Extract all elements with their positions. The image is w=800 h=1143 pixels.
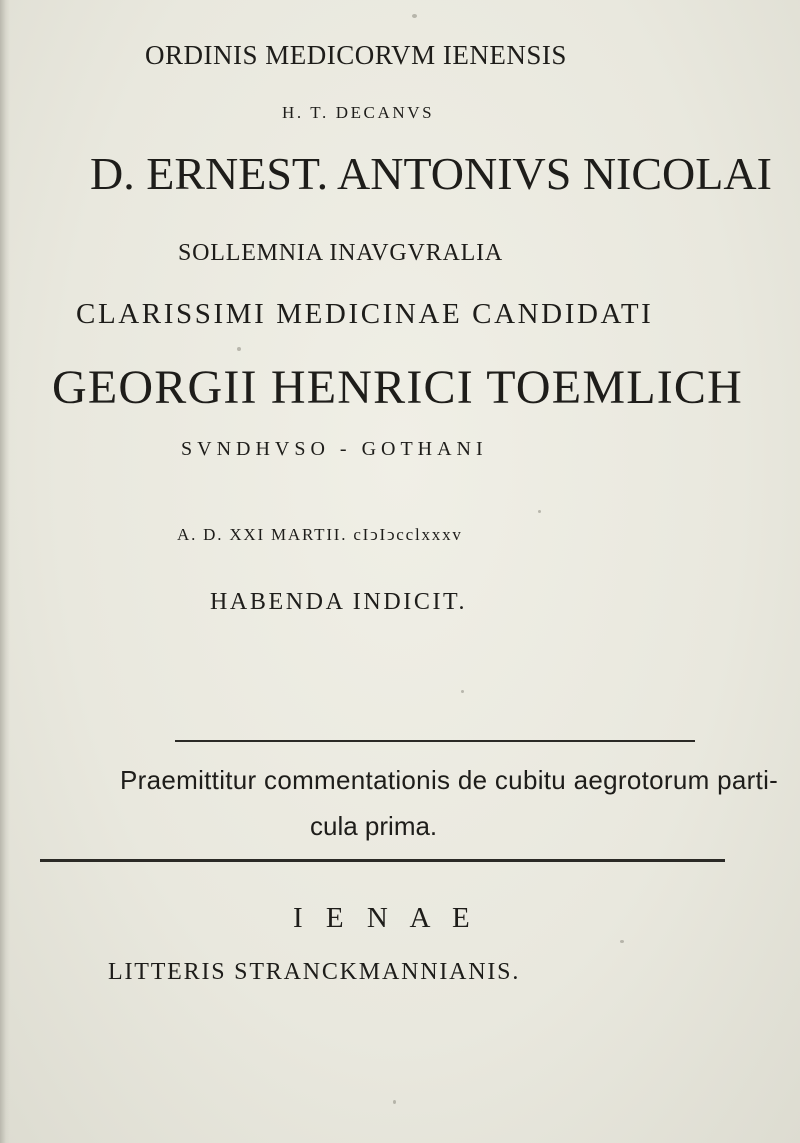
- paper-speck: [412, 14, 417, 18]
- faculty-heading: ORDINIS MEDICORVM IENENSIS: [145, 40, 567, 70]
- paper-speck: [620, 940, 624, 943]
- candidate-title: CLARISSIMI MEDICINAE CANDIDATI: [76, 298, 654, 330]
- ceremony-line: SOLLEMNIA INAVGVRALIA: [178, 240, 504, 266]
- preface-line-1: Praemittitur commentationis de cubitu aegrotorum parti-: [120, 765, 779, 795]
- preface-line-2: cula prima.: [310, 811, 438, 841]
- dean-name: D. ERNEST. ANTONIVS NICOLAI: [90, 148, 772, 199]
- divider-top: [175, 740, 695, 742]
- paper-speck: [393, 1100, 396, 1104]
- page-edge-shadow: [0, 0, 10, 1143]
- paper-speck: [461, 690, 464, 693]
- divider-bottom: [40, 859, 725, 862]
- announcement-line: HABENDA INDICIT.: [210, 589, 468, 615]
- imprint-place: I E N A E: [293, 902, 478, 934]
- candidate-name: GEORGII HENRICI TOEMLICH: [52, 361, 743, 414]
- dean-title: H. T. DECANVS: [282, 103, 435, 122]
- imprint-printer: LITTERIS STRANCKMANNIANIS.: [108, 959, 521, 985]
- paper-speck: [237, 347, 241, 351]
- ceremony-date: A. D. XXI MARTII. cIↄIↄcclxxxv: [177, 525, 463, 544]
- paper-speck: [538, 510, 541, 513]
- candidate-origin: SVNDHVSO - GOTHANI: [181, 438, 488, 460]
